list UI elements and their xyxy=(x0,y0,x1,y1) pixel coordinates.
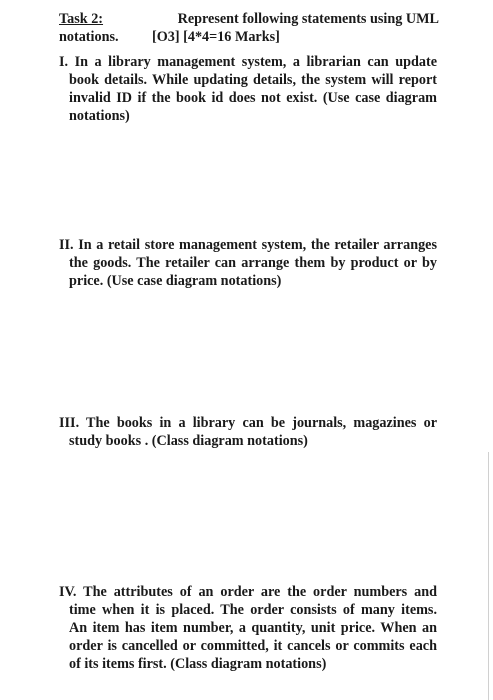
task-header xyxy=(59,10,439,46)
task-marks: [O3] [4*4=16 Marks] xyxy=(152,29,280,45)
question-4-line: time when it is placed. The order consists of many items. xyxy=(69,602,437,618)
task-notations: notations. xyxy=(59,29,119,45)
question-3-line: III. The books in a library can be journals, magazines or xyxy=(59,415,437,431)
question-4-line: IV. The attributes of an order are the order numbers and xyxy=(59,584,437,600)
question-1-line: invalid ID if the book id does not exist. (Use case diagram xyxy=(69,90,437,106)
task-label: Task 2: xyxy=(59,11,104,27)
task-title: Represent following statements using UML xyxy=(177,11,439,27)
question-3 xyxy=(59,414,437,450)
question-4-line: order is cancelled or committed, it cancels or commits each xyxy=(69,638,437,654)
question-4-line: of its items first. (Class diagram notations) xyxy=(69,656,327,672)
question-4-line: An item has item number, a quantity, unit price. When an xyxy=(69,620,437,636)
question-2 xyxy=(59,236,437,290)
question-4 xyxy=(59,583,437,673)
question-1-line: I. In a library management system, a librarian can update xyxy=(59,54,437,70)
question-3-line: study books . (Class diagram notations) xyxy=(69,433,308,449)
question-2-line: price. (Use case diagram notations) xyxy=(69,273,282,289)
task-title-line xyxy=(59,10,439,28)
question-1-line: book details. While updating details, the system will report xyxy=(69,72,437,88)
task-marks-line xyxy=(59,28,439,46)
question-2-line: II. In a retail store management system, the retailer arranges xyxy=(59,237,437,253)
question-1-line: notations) xyxy=(69,108,130,124)
question-1 xyxy=(59,53,437,125)
question-2-line: the goods. The retailer can arrange them by product or by xyxy=(69,255,437,271)
scrollbar-track[interactable] xyxy=(488,452,489,700)
